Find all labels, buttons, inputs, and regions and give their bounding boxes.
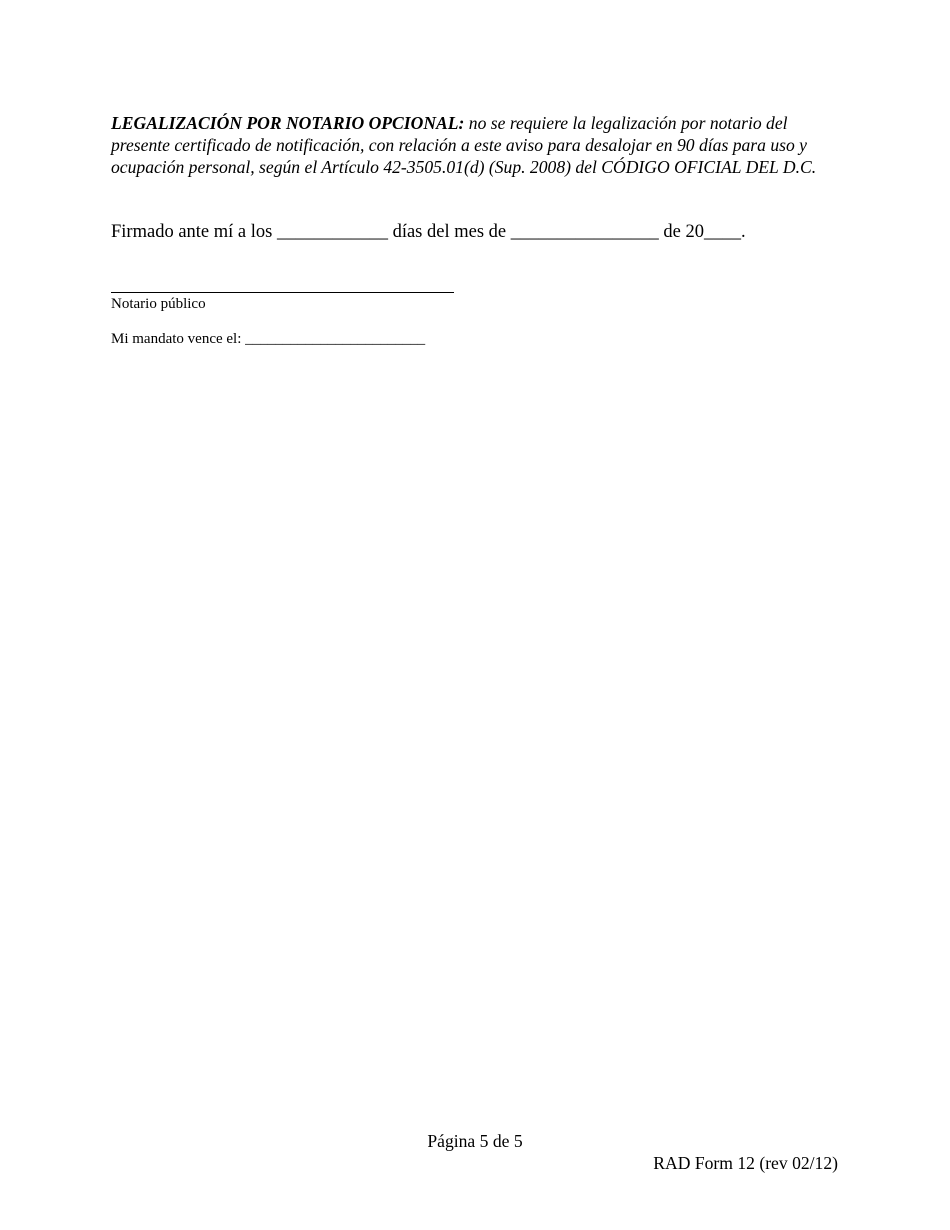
notary-signature-line: [111, 292, 454, 293]
commission-expiry-line: Mi mandato vence el: ________________________: [111, 331, 426, 347]
notary-optional-paragraph: [111, 112, 843, 178]
signed-before-me-line: Firmado ante mí a los ____________ días del mes de ________________ de 20____.: [111, 222, 746, 242]
notary-optional-heading: LEGALIZACIÓN POR NOTARIO OPCIONAL:: [111, 113, 465, 133]
notary-optional-body: no se requiere la legalización por notario del presente certificado de notificación, con relación a este aviso para desalojar en 90 días para uso y ocupación personal, según el Artículo 42-3505.01(d) (Sup. 2008) del CÓDIGO OFICIAL DEL D.C.: [111, 113, 817, 177]
page-number: Página 5 de 5: [427, 1131, 523, 1151]
form-identifier: RAD Form 12 (rev 02/12): [653, 1153, 838, 1173]
notary-public-label: Notario público: [111, 296, 206, 312]
